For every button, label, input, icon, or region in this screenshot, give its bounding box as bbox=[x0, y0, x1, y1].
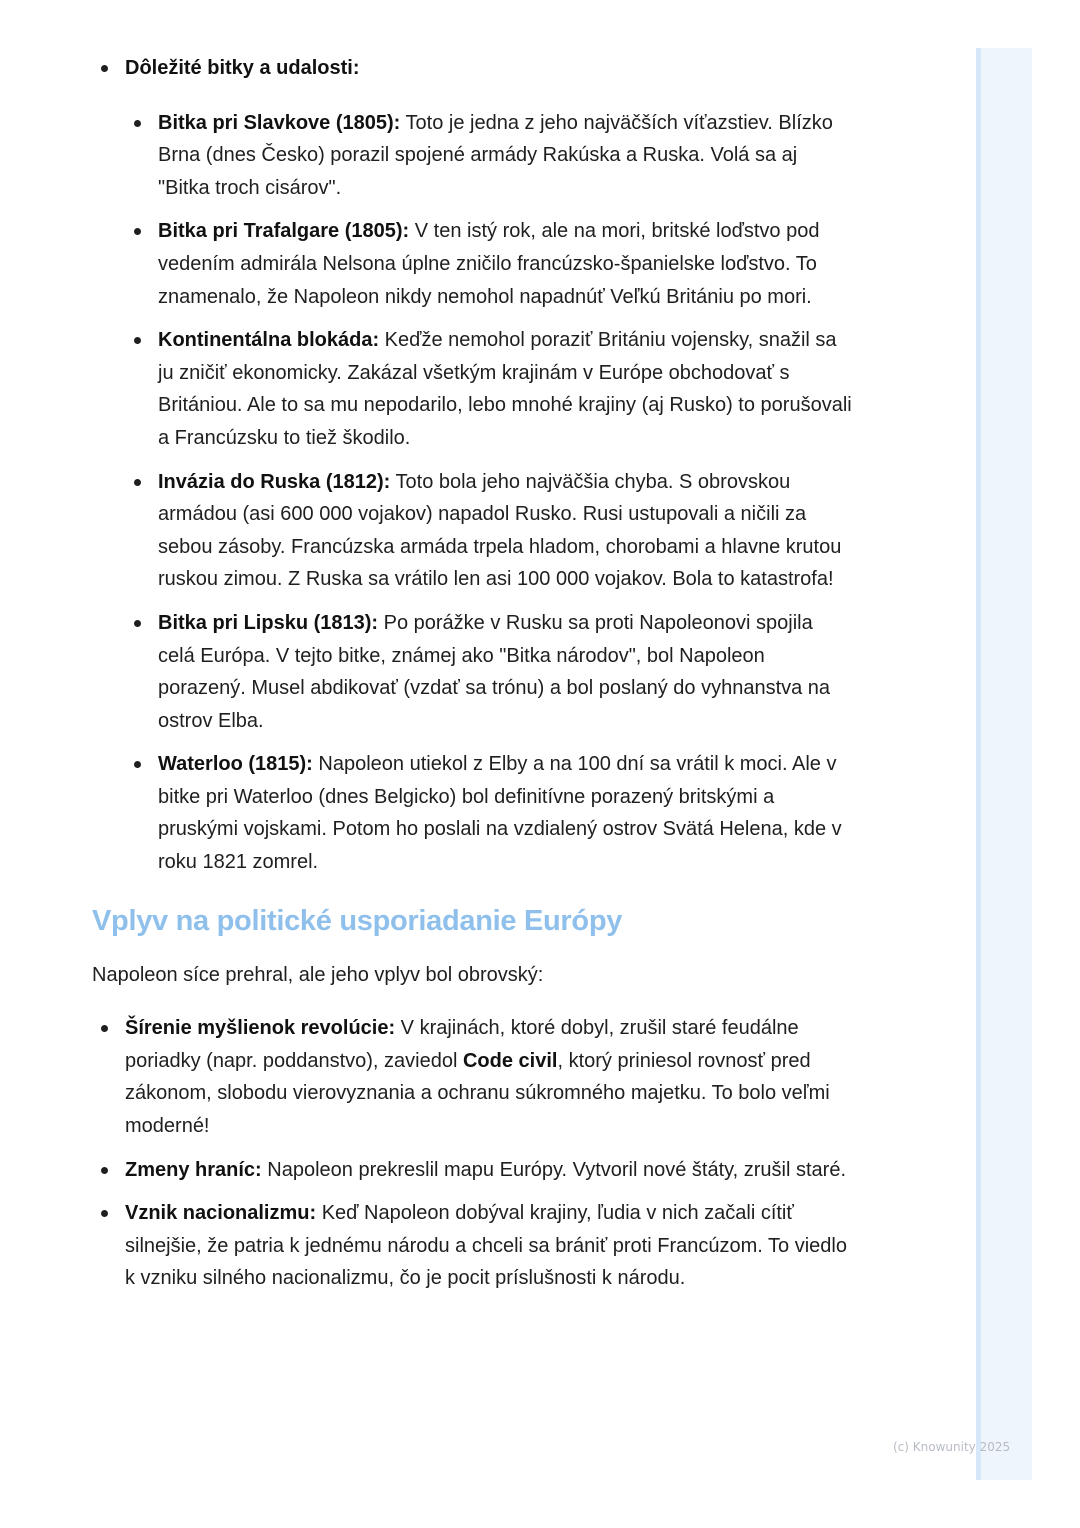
battle-title: Invázia do Ruska (1812): bbox=[158, 470, 391, 493]
battles-list bbox=[125, 107, 852, 879]
battle-title: Bitka pri Lipsku (1813): bbox=[158, 611, 379, 634]
intro-paragraph: Napoleon síce prehral, ale jeho vplyv bol obrovský: bbox=[92, 963, 544, 986]
battle-item bbox=[125, 107, 852, 205]
impact-text: Napoleon prekreslil mapu Európy. Vytvoril nové štáty, zrušil staré. bbox=[261, 1158, 847, 1181]
impact-text: , ktorý priniesol rovnosť pred zákonom, slobodu vierovyznania a ochranu súkromného majetku. To bolo veľmi moderné! bbox=[125, 1049, 830, 1138]
battle-text: Toto je jedna z jeho najväčších víťazstiev. Blízko Brna (dnes Česko) porazil spojené armády Rakúska a Ruska. Volá sa aj "Bitka troch cisárov". bbox=[158, 111, 833, 199]
sidebar-divider bbox=[976, 48, 981, 1480]
impact-item bbox=[92, 1012, 852, 1142]
battle-item bbox=[125, 466, 852, 596]
impact-title: Zmeny hraníc: bbox=[125, 1158, 262, 1181]
section-heading: Dôležité bitky a udalosti: bbox=[125, 57, 360, 79]
battle-title: Bitka pri Trafalgare (1805): bbox=[158, 220, 410, 243]
events-list bbox=[92, 52, 852, 879]
battle-item bbox=[125, 215, 852, 313]
battle-item bbox=[125, 748, 852, 878]
battle-item bbox=[125, 324, 852, 454]
impact-title: Vznik nacionalizmu: bbox=[125, 1202, 317, 1225]
impacts-list bbox=[92, 1012, 852, 1295]
impact-bold-term: Code civil bbox=[462, 1049, 558, 1072]
battle-title: Kontinentálna blokáda: bbox=[158, 329, 380, 352]
copyright-footer: (c) Knowunity 2025 bbox=[893, 1440, 1011, 1454]
sidebar-panel bbox=[976, 48, 1032, 1480]
impact-title: Šírenie myšlienok revolúcie: bbox=[125, 1017, 396, 1040]
battle-title: Waterloo (1815): bbox=[158, 753, 313, 776]
battle-text: V ten istý rok, ale na mori, britské loďstvo pod vedením admirála Nelsona úplne zničilo francúzsko-španielske loďstvo. To znamenalo, že Napoleon nikdy nemohol napadnúť Veľkú Britániu po mori. bbox=[158, 220, 820, 308]
impact-item bbox=[92, 1154, 852, 1187]
battle-text: Napoleon utiekol z Elby a na 100 dní sa vrátil k moci. Ale v bitke pri Waterloo (dnes Belgicko) bol definitívne porazený britskými a pruskými vojskami. Potom ho poslali na vzdialený ostrov Svätá Helena, kde v roku 1821 zomrel. bbox=[158, 753, 842, 874]
list-item-events bbox=[92, 52, 852, 879]
battle-text: Keďže nemohol poraziť Britániu vojensky, snažil sa ju zničiť ekonomicky. Zakázal všetkým krajinám v Európe obchodovať s Britániou. Ale to sa mu nepodarilo, lebo mnohé krajiny (aj Rusko) to porušovali a Francúzsku to tiež škodilo. bbox=[158, 329, 852, 449]
impact-text: Keď Napoleon dobýval krajiny, ľudia v nich začali cítiť silnejšie, že patria k jednému národu a chceli sa brániť proti Francúzom. To viedlo k vzniku silného nacionalizmu, čo je pocit príslušnosti k národu. bbox=[125, 1202, 847, 1290]
battle-item bbox=[125, 607, 852, 737]
battle-text: Po porážke v Rusku sa proti Napoleonovi spojila celá Európa. V tejto bitke, známej ako "Bitka národov", bol Napoleon porazený. Musel abdikovať (vzdať sa trónu) a bol poslaný do vyhnanstva na ostrov Elba. bbox=[158, 611, 831, 732]
impact-item bbox=[92, 1197, 852, 1295]
battle-text: Toto bola jeho najväčšia chyba. S obrovskou armádou (asi 600 000 vojakov) napadol Rusko. Rusi ustupovali a ničili za sebou zásoby. Francúzska armáda trpela hladom, chorobami a hlavne krutou ruskou zimou. Z Ruska sa vrátilo len asi 100 000 vojakov. Bola to katastrofa! bbox=[158, 470, 842, 591]
impact-text: V krajinách, ktoré dobyl, zrušil staré feudálne poriadky (napr. poddanstvo), zaviedol bbox=[125, 1017, 799, 1072]
section-title: Vplyv na politické usporiadanie Európy bbox=[92, 904, 623, 937]
battle-title: Bitka pri Slavkove (1805): bbox=[158, 111, 401, 134]
document-body bbox=[92, 52, 852, 1306]
